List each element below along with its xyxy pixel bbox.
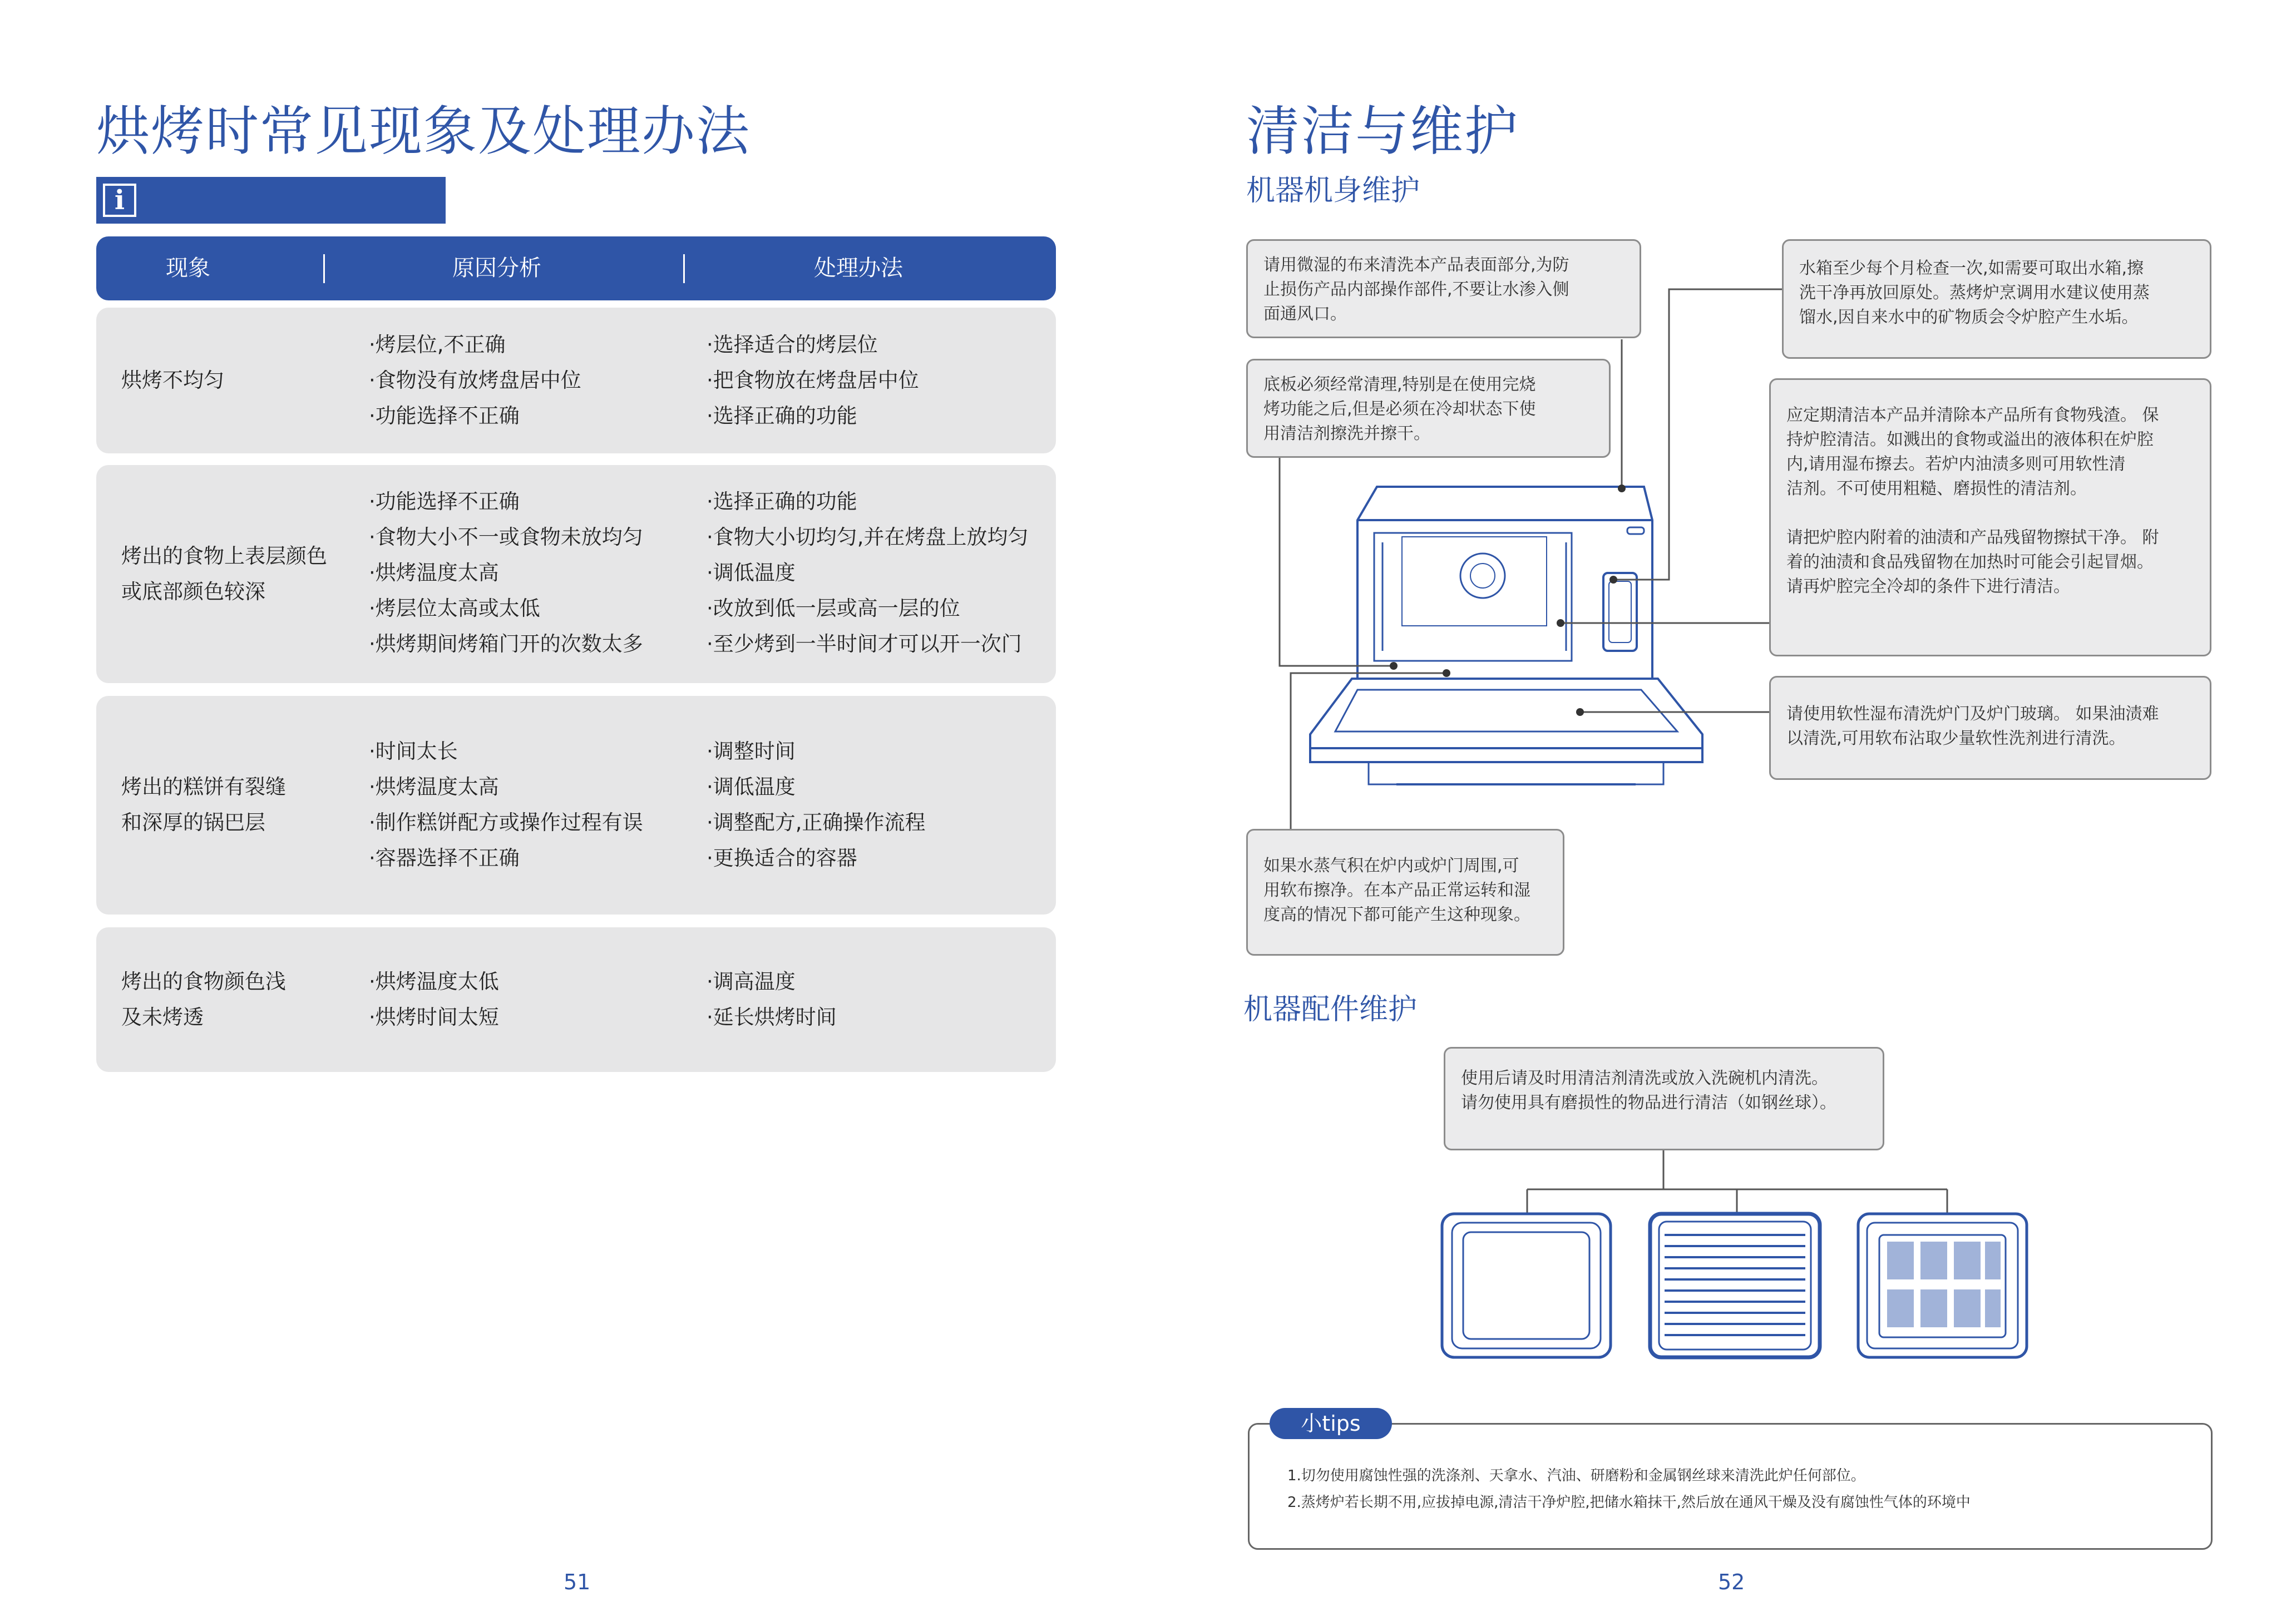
tip-item: 1.切勿使用腐蚀性强的洗涤剂、天拿水、汽油、研磨粉和金属钢丝球来清洗此炉任何部位。 (1287, 1467, 1865, 1484)
leader-line (1291, 673, 1446, 829)
section-title-body: 机器机身维护 (1246, 174, 1420, 207)
note-water-tank: 水箱至少每个月检查一次,如需要可取出水箱,擦 洗干净再放回原处。蒸烤炉烹调用水建议使用蒸 馏水,因自来水中的矿物质会令炉腔产生水垢。 (1782, 239, 2211, 359)
note-steam: 如果水蒸气积在炉内或炉门周围,可 用软布擦净。在本产品正常运转和湿 度高的情况下都可能产生这种现象。 (1246, 829, 1564, 956)
cause-item: ·烘烤温度太低 (369, 970, 499, 994)
solution-item: ·调高温度 (707, 970, 796, 994)
phenomenon-cell: 及未烤透 (121, 1005, 204, 1029)
solution-item: ·调整时间 (707, 739, 796, 763)
cause-item: ·制作糕饼配方或操作过程有误 (369, 810, 643, 834)
cause-item: ·时间太长 (369, 739, 458, 763)
solution-item: ·调低温度 (707, 775, 796, 799)
accessory-tree (1527, 1149, 1947, 1214)
solution-item: ·选择正确的功能 (707, 404, 857, 428)
tips-label: 小tips (1270, 1408, 1392, 1439)
solution-item: ·改放到低一层或高一层的位 (707, 596, 960, 620)
baking-tray-icon (1442, 1214, 1611, 1357)
page-title-left: 烘烤时常见现象及处理办法 (96, 100, 750, 162)
tips-box (1248, 1423, 2213, 1550)
header-causes: 原因分析 (452, 255, 541, 281)
cause-item: ·功能选择不正确 (369, 490, 520, 513)
wire-rack-icon (1650, 1214, 1820, 1357)
solution-item: ·调整配方,正确操作流程 (707, 810, 926, 834)
cause-item: ·烘烤温度太高 (369, 561, 499, 585)
page-number-left: 51 (564, 1570, 591, 1594)
cause-item: ·功能选择不正确 (369, 404, 520, 428)
phenomenon-cell: 烤出的食物颜色浅 (121, 970, 286, 994)
page-title-right: 清洁与维护 (1246, 100, 1519, 162)
note-cavity: 应定期清洁本产品并清除本产品所有食物残渣。 保 持炉腔清洁。如溅出的食物或溢出的液体积在炉腔 内,请用湿布擦去。若炉内油渍多则可用软性清 洁剂。不可使用粗糙、磨损性的清洁剂。 请把炉腔内附着的油渍和产品残留物擦拭干净。 附 着的油渍和食品残留物在加热时可能会引起冒烟。 请再炉腔完全冷却的条件下进行清洁。 (1769, 378, 2211, 656)
section-title-accessories: 机器配件维护 (1243, 993, 1418, 1026)
phenomenon-cell: 烘烤不均匀 (121, 368, 224, 392)
cause-item: ·容器选择不正确 (369, 846, 520, 870)
phenomenon-cell: 烤出的食物上表层颜色 (121, 544, 327, 568)
phenomenon-cell: 烤出的糕饼有裂缝 (121, 775, 286, 799)
fan-icon (1460, 553, 1505, 598)
solution-item: ·更换适合的容器 (707, 846, 857, 870)
note-door: 请使用软性湿布清洗炉门及炉门玻璃。 如果油渍难 以清洗,可用软布沾取少量软性洗剂进行清洗。 (1769, 676, 2211, 780)
solution-item: ·选择适合的烤层位 (707, 333, 878, 357)
perforation-grid (1887, 1242, 2001, 1327)
solution-item: ·调低温度 (707, 561, 796, 585)
note-accessories: 使用后请及时用清洁剂清洗或放入洗碗机内清洗。 请勿使用具有磨损性的物品进行清洁（如钢丝球）。 (1444, 1047, 1884, 1150)
steam-tray-icon (1858, 1214, 2027, 1357)
phenomenon-cell: 或底部颜色较深 (121, 580, 265, 604)
note-surface: 请用微湿的布来清洗本产品表面部分,为防 止损伤产品内部操作部件,不要让水渗入侧 面通风口。 (1246, 239, 1641, 338)
cause-item: ·食物没有放烤盘居中位 (369, 368, 581, 392)
cause-item: ·烤层位太高或太低 (369, 596, 540, 620)
solution-item: ·食物大小切均匀,并在烤盘上放均匀 (707, 525, 1029, 549)
cause-item: ·烘烤温度太高 (369, 775, 499, 799)
cause-item: ·食物大小不一或食物未放均匀 (369, 525, 643, 549)
cause-item: ·烤层位,不正确 (369, 333, 506, 357)
header-solutions: 处理办法 (814, 255, 903, 281)
cause-item: ·烘烤期间烤箱门开的次数太多 (369, 632, 643, 656)
tip-item: 2.蒸烤炉若长期不用,应拔掉电源,清洁干净炉腔,把储水箱抹干,然后放在通风干燥及没有腐蚀性气体的环境中 (1287, 1494, 1971, 1511)
solution-item: ·选择正确的功能 (707, 490, 857, 513)
cause-item: ·烘烤时间太短 (369, 1005, 499, 1029)
solution-item: ·至少烤到一半时间才可以开一次门 (707, 632, 1022, 656)
note-bottom: 底板必须经常清理,特别是在使用完烧 烤功能之后,但是必须在冷却状态下使 用清洁剂擦洗并擦干。 (1246, 359, 1611, 458)
info-icon: i (103, 184, 136, 217)
solution-item: ·延长烘烤时间 (707, 1005, 837, 1029)
solution-item: ·把食物放在烤盘居中位 (707, 368, 919, 392)
header-phenomenon: 现象 (166, 255, 210, 281)
page-number-right: 52 (1718, 1570, 1745, 1594)
phenomenon-cell: 和深厚的锅巴层 (121, 810, 265, 834)
